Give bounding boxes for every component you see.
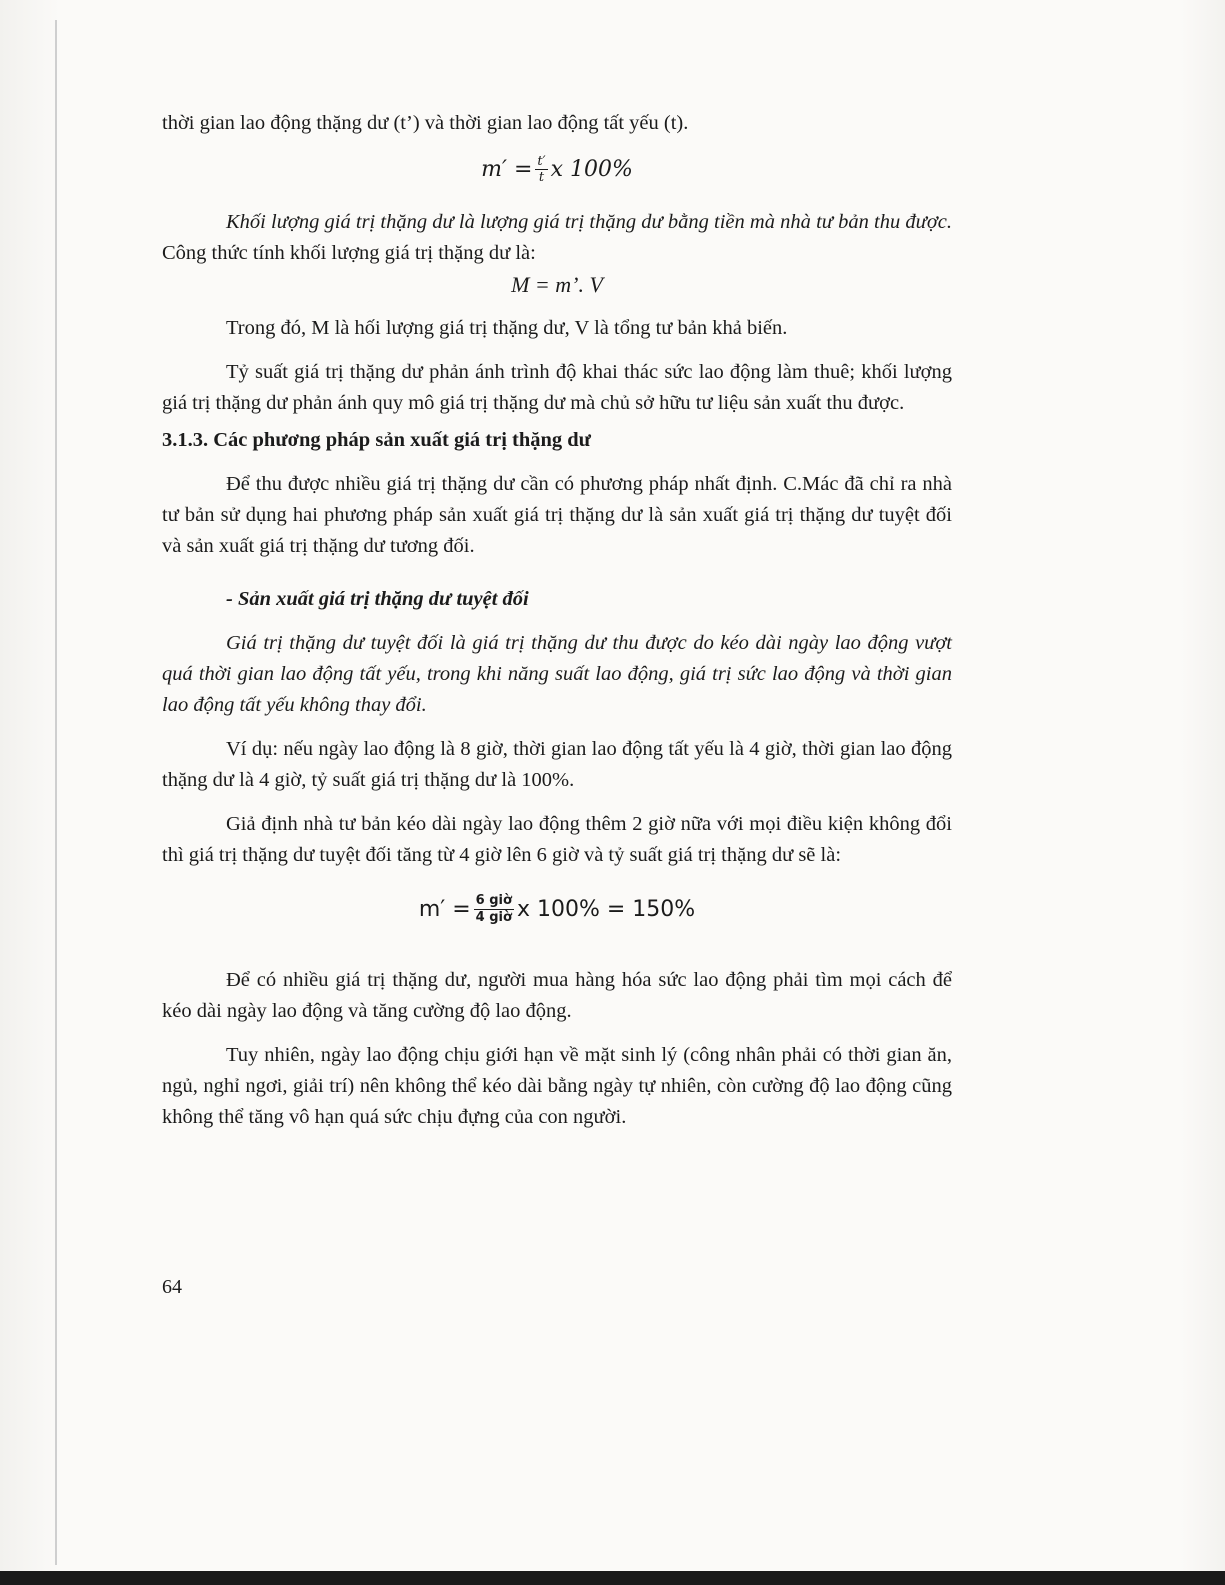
formula2-lhs: m′ =	[418, 896, 471, 922]
formula1-rhs: x 100%	[550, 156, 633, 182]
subheading-tuyet-doi: - Sản xuất giá trị thặng dư tuyệt đối	[226, 588, 529, 610]
formula1-fraction	[535, 154, 547, 185]
paragraph-ty-suat: Tỷ suất giá trị thặng dư phản ánh trình độ khai thác sức lao động làm thuê; khối lượng giá trị thặng dư phản ánh quy mô giá trị thặng dư mà chủ sở hữu tư liệu sản xuất thu được.	[162, 361, 952, 414]
page-binding-edge	[55, 20, 57, 1565]
intro-line: thời gian lao động thặng dư (t’) và thời gian lao động tất yếu (t).	[162, 112, 689, 134]
formula1-denominator: t	[538, 169, 545, 185]
paragraph-khoi-luong	[162, 207, 952, 269]
formula-example	[162, 881, 952, 937]
formula2-fraction	[474, 893, 514, 926]
paragraph-gia-dinh: Giả định nhà tư bản kéo dài ngày lao động thêm 2 giờ nữa với mọi điều kiện không đổi thì giá trị thặng dư tuyệt đối tăng từ 4 giờ lên 6 giờ và tỷ suất giá trị thặng dư sẽ là:	[162, 813, 952, 866]
formula2-numerator: 6 giờ	[475, 892, 512, 908]
khoi-luong-definition: Khối lượng giá trị thặng dư là lượng giá trị thặng dư bằng tiền mà nhà tư bản thu được.	[226, 211, 952, 233]
paragraph-vi-du: Ví dụ: nếu ngày lao động là 8 giờ, thời gian lao động tất yếu là 4 giờ, thời gian lao động thặng dư là 4 giờ, tỷ suất giá trị thặng dư là 100%.	[162, 738, 952, 791]
scan-bottom-edge	[0, 1571, 1225, 1585]
paragraph-phuong-phap: Để thu được nhiều giá trị thặng dư cần có phương pháp nhất định. C.Mác đã chỉ ra nhà tư bản sử dụng hai phương pháp sản xuất giá trị thặng dư là sản xuất giá trị thặng dư tuyệt đối và sản xuất giá trị thặng dư tương đối.	[162, 473, 952, 557]
formula2-rhs: x 100% = 150%	[516, 896, 696, 922]
page-number: 64	[162, 1276, 182, 1298]
paragraph-dinh-nghia: Giá trị thặng dư tuyệt đối là giá trị thặng dư thu được do kéo dài ngày lao động vượt quá thời gian lao động tất yếu, trong khi năng suất lao động, giá trị sức lao động và thời gian lao động tất yếu không thay đổi.	[162, 632, 952, 716]
khoi-luong-rest: Công thức tính khối lượng giá trị thặng dư là:	[162, 242, 536, 264]
paragraph-tuy-nhien: Tuy nhiên, ngày lao động chịu giới hạn về mặt sinh lý (công nhân phải có thời gian ăn, ngủ, nghỉ ngơi, giải trí) nên không thể kéo dài bằng ngày tự nhiên, còn cường độ lao động cũng không thể tăng vô hạn quá sức chịu đựng của con người.	[162, 1044, 952, 1128]
formula-surplus-rate	[162, 143, 952, 195]
page-content	[162, 108, 952, 1133]
formula1-numerator: t′	[537, 153, 546, 169]
paragraph-de-co: Để có nhiều giá trị thặng dư, người mua hàng hóa sức lao động phải tìm mọi cách để kéo dài ngày lao động và tăng cường độ lao động.	[162, 969, 952, 1022]
formula1-lhs: m′ =	[481, 156, 533, 182]
paragraph-trong-do: Trong đó, M là hối lượng giá trị thặng dư, V là tổng tư bản khả biến.	[226, 317, 788, 339]
formula-mass: M = m’. V	[511, 272, 603, 297]
formula2-denominator: 4 giờ	[475, 909, 512, 925]
section-heading-3-1-3: 3.1.3. Các phương pháp sản xuất giá trị thặng dư	[162, 429, 591, 451]
